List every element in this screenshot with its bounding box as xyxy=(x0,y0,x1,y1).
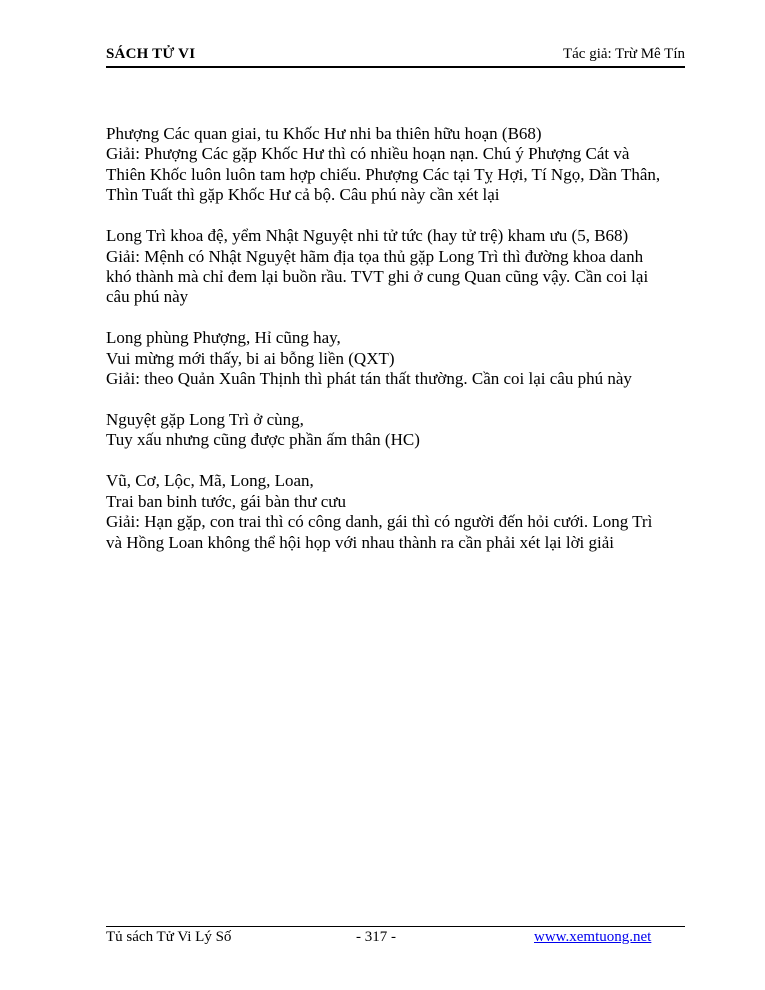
paragraph xyxy=(106,226,686,308)
text-line: Giải: theo Quản Xuân Thịnh thì phát tán thất thường. Cần coi lại câu phú này xyxy=(106,369,632,389)
paragraph xyxy=(106,124,686,206)
text-line: và Hồng Loan không thể hội họp với nhau thành ra cần phải xét lại lời giải xyxy=(106,532,615,552)
series-name: Tủ sách Tử Vi Lý Số xyxy=(106,929,232,945)
text-line: Giải: Mệnh có Nhật Nguyệt hãm địa tọa thủ gặp Long Trì thì đường khoa danh xyxy=(106,246,644,266)
page-footer xyxy=(106,926,685,951)
text-line: Nguyệt gặp Long Trì ở cùng, xyxy=(106,409,304,429)
text-line: Giải: Phượng Các gặp Khốc Hư thì có nhiều hoạn nạn. Chú ý Phượng Cát và xyxy=(106,144,630,164)
text-line: câu phú này xyxy=(106,287,189,307)
text-line: khó thành mà chỉ đem lại buồn rầu. TVT ghi ở cung Quan cũng vậy. Cần coi lại xyxy=(106,266,649,286)
text-line: Thiên Khốc luôn luôn tam hợp chiếu. Phượng Các tại Tỵ Hợi, Tí Ngọ, Dần Thân, xyxy=(106,164,661,184)
page-content xyxy=(106,124,686,573)
paragraph xyxy=(106,410,686,451)
paragraph xyxy=(106,328,686,389)
page-header xyxy=(106,46,685,68)
text-line: Vũ, Cơ, Lộc, Mã, Long, Loan, xyxy=(106,471,314,491)
website-link[interactable]: www.xemtuong.net xyxy=(534,929,652,945)
page-number: - 317 - xyxy=(356,929,396,945)
text-line: Giải: Hạn gặp, con trai thì có công danh, gái thì có người đến hỏi cưới. Long Trì xyxy=(106,512,653,532)
text-line: Long Trì khoa đệ, yểm Nhật Nguyệt nhi tử tức (hay tử trệ) kham ưu (5, B68) xyxy=(106,226,629,246)
paragraph xyxy=(106,471,686,553)
text-line: Tuy xấu nhưng cũng được phần ấm thân (HC) xyxy=(106,430,420,450)
author-credit: Tác giả: Trừ Mê Tín xyxy=(562,46,685,62)
text-line: Vui mừng mới thấy, bi ai bỗng liền (QXT) xyxy=(106,348,395,368)
text-line: Thìn Tuất thì gặp Khốc Hư cả bộ. Câu phú này cần xét lại xyxy=(106,185,500,205)
text-line: Long phùng Phượng, Hỉ cũng hay, xyxy=(106,328,341,348)
text-line: Phượng Các quan giai, tu Khốc Hư nhi ba thiên hữu hoạn (B68) xyxy=(106,124,542,143)
book-title: SÁCH TỬ VI xyxy=(106,46,196,62)
text-line: Trai ban binh tước, gái bàn thư cưu xyxy=(106,491,346,511)
